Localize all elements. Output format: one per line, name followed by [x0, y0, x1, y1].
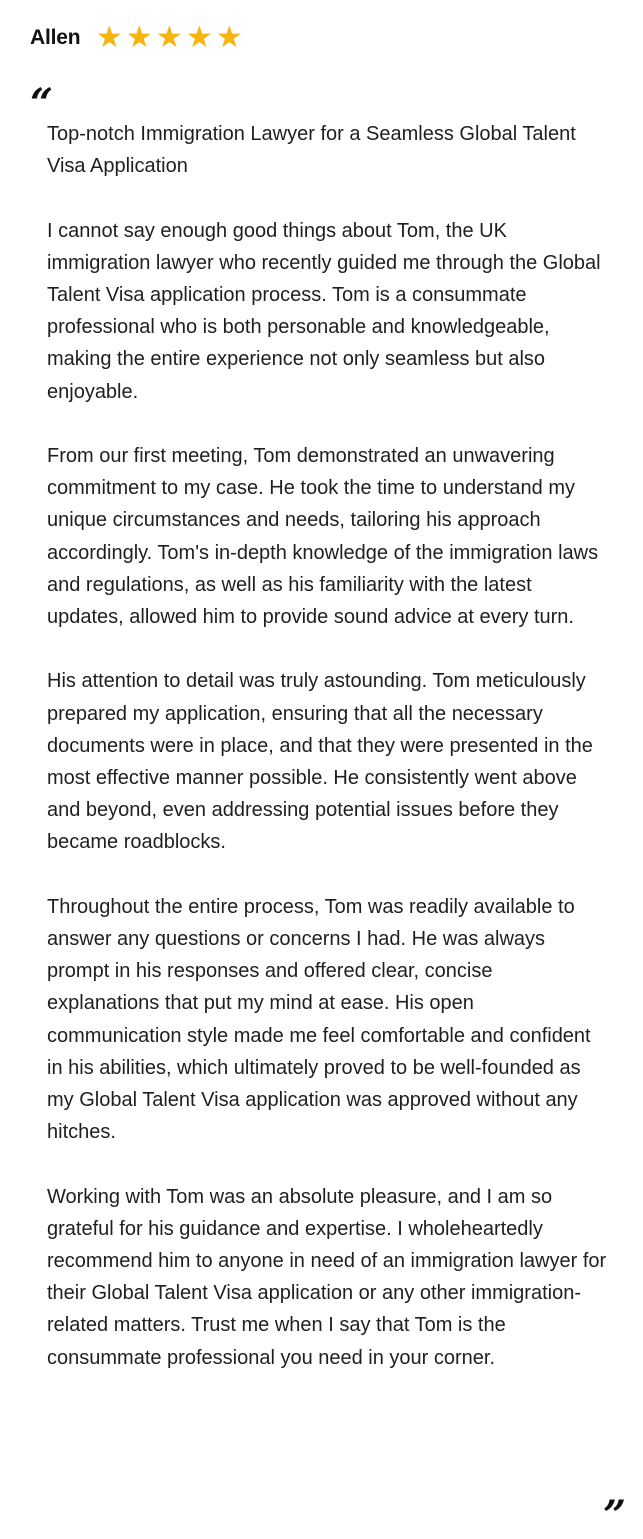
review-paragraph: His attention to detail was truly astounding. Tom meticulously prepared my application, ensuring that all the necessary documents were in place, and that they were presented in the most effective manner possible. He consistently went above and beyond, even addressing potential issues before they became roadblocks.	[47, 670, 593, 854]
review-paragraph: I cannot say enough good things about Tom, the UK immigration lawyer who recently guided me through the Global Talent Visa application process. Tom is a consummate professional who is both personable and knowledgeable, making the entire experience not only seamless but also enjoyable.	[47, 219, 601, 403]
star-icon: ★	[155, 21, 183, 54]
star-icon: ★	[95, 21, 123, 54]
review-header	[30, 20, 244, 56]
reviewer-name: Allen	[30, 26, 81, 49]
star-icon: ★	[215, 21, 243, 54]
review-title: Top-notch Immigration Lawyer for a Seamless Global Talent Visa Application	[47, 123, 576, 178]
review-paragraph: Working with Tom was an absolute pleasure, and I am so grateful for his guidance and expertise. I wholeheartedly recommend him to anyone in need of an immigration lawyer for their Global Talent Visa application or any other immigration-related matters. Trust me when I say that Tom is the consummate professional you need in your corner.	[47, 1185, 607, 1369]
open-quote-icon: “	[30, 80, 54, 127]
star-icon: ★	[125, 21, 153, 54]
star-icon: ★	[185, 21, 213, 54]
star-rating	[94, 23, 244, 53]
review-paragraph: From our first meeting, Tom demonstrated an unwavering commitment to my case. He took the time to understand my unique circumstances and needs, tailoring his approach accordingly. Tom's in-depth knowledge of the immigration laws and regulations, as well as his familiarity with the latest updates, allowed him to provide sound advice at every turn.	[47, 445, 599, 629]
review-body	[47, 118, 607, 1406]
review-paragraph: Throughout the entire process, Tom was readily available to answer any questions or concerns I had. He was always prompt in his responses and offered clear, concise explanations that put my mind at ease. His open communication style made me feel comfortable and confident in his abilities, which ultimately proved to be well-founded as my Global Talent Visa application was approved without any hitches.	[47, 895, 591, 1144]
close-quote-icon: ”	[603, 1492, 627, 1539]
